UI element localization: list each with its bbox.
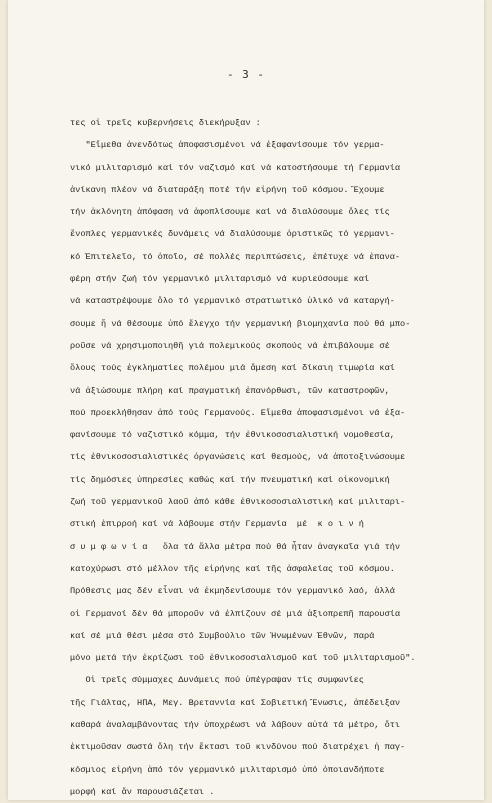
text-line: σ υ μ φ ω ν ί α ὅλα τά ἄλλα μέτρα πού θά ἦταν ἀναγκαῖα γιά τήν	[70, 541, 401, 552]
text-line: οἱ Γερμανοί δέν θά μποροῦν νά ἐλπίζουν σέ μιά ἀξιοπρεπῆ παρουσία	[70, 608, 401, 619]
text-line: νικό μιλιταρισμό καί τόν ναζισμό καί νά κατοστήσουμε τή Γερμανία	[70, 162, 401, 173]
text-line: τήν ἀκλόνητη ἀπόφαση νά ἀφοπλίσουμε καί νά διαλύσουμε ὅλες τίς	[70, 207, 390, 218]
text-line: Οἱ τρεῖς σύμμαχες Δυνάμεις πού ὑπέγραψαν τίς συμφωνίες	[70, 675, 364, 686]
text-line: τες οἱ τρεῖς κυβερνήσεις διεκήρυξαν :	[70, 118, 261, 128]
text-line: μόνο μετά τήν ἐκρίζωσι τοῦ ἐθνικοσοσιαλισμοῦ καί τοῦ μιλιταρισμοῦ".	[70, 653, 416, 664]
text-line: "Εἴμεθα ἀνενδότως ἀποφασισμένοι νά ἐξαφανίσουμε τόν γερμα-	[70, 140, 385, 151]
text-line: κόσμιος εἰρήνη ἀπό τόν γερμανικό μιλιταρισμό ὑπό ὁποιανδήποτε	[70, 764, 385, 775]
text-line: φέρη στήν ζωή τόν γερμανικό μιλιταρισμό νά κυριεύσουμε καί	[70, 274, 370, 285]
text-line: τῆς Γιάλτας, ΗΠΑ, Μεγ. Βρεταννία καί Σοβιετική Ἕνωσις, ἀπέδειξαν	[70, 697, 401, 708]
text-line: ἔνοπλες γερμανικές δυνάμεις νά διαλύσουμε ὁριστικῶς τό γερμανι-	[70, 229, 395, 240]
text-line: νά ἀξιώσουμε πλήρη καί πραγματική ἐπανόρθωσι, τῶν καταστροφῶν,	[70, 385, 390, 396]
text-line: φανίσουμε τό ναζιστικό κόμμα, τήν ἐθνικοσοσιαλιστική νομοθεσία,	[70, 430, 395, 441]
document-page	[8, 0, 484, 800]
text-line: ἀνίκανη πλέον νά διαταράξη ποτέ τήν εἰρήνη τοῦ κόσμου. Ἔχουμε	[70, 184, 385, 195]
text-line: ροῦσε νά χρησιμοποιηθῆ γιά πολεμικούς σκοπούς νά ἐπιβάλουμε σέ	[70, 340, 390, 351]
text-line: νά καταστρέψουμε ὅλο τό γερμανικό στρατιωτικό ὑλικό νά καταργή-	[70, 296, 395, 307]
text-line: πού προεκλήθησαν ἀπό τούς Γερμανούς. Εἴμεθα ἀποφασισμένοι νά ἐξα-	[70, 407, 406, 418]
text-line: σουμε ἤ νά θέσουμε ὑπό ἔλεγχο τήν γερμανική βιομηχανία πού θά μπο-	[70, 318, 411, 329]
text-line: μορφή καί ἄν παρουσιάζεται .	[70, 786, 215, 797]
text-line: κό Ἐπιτελεῖο, τό ὁποῖο, σέ πολλές περιπτώσεις, ἐπέτυχε νά ἐπανα-	[70, 251, 401, 262]
text-line: τίς ἐθνικοσοσιαλιστικές ὀργανώσεις καί θεσμούς, νά ἀποτοξινώσουμε	[70, 452, 406, 463]
text-line: καί σέ μιά θέσι μέσα στό Συμβούλιο τῶν Ἡνωμένων Ἐθνῶν, παρά	[70, 630, 375, 641]
text-line: ἐκτιμοῦσαν σωστά ὅλη τήν ἔκτασι τοῦ κινδύνου πού διατρέχει ἡ παγ-	[70, 742, 406, 753]
body-text	[70, 112, 474, 803]
text-line: Πρόθεσις μας δέν εἶναι νά ἐκμηδενίσουμε τόν γερμανικό λαό, ἀλλά	[70, 586, 395, 597]
text-line: κατοχύρωσι στό μέλλον τῆς εἰρήνης καί τῆς ἀσφαλείας τοῦ κόσμου.	[70, 563, 395, 574]
page-number: - 3 -	[226, 68, 266, 81]
text-line: καθαρά ἀναλαμβάνοντας τήν ὑποχρέωσι νά λάβουν αὐτά τά μέτρο, ὅτι	[70, 720, 401, 731]
text-line: ζωή τοῦ γερμανικοῦ λαοῦ ἀπό κάθε ἐθνικοσοσιαλιστική καί μιλιταρι-	[70, 497, 406, 508]
text-line: τίς δημόσιες ὑπηρεσίες καθώς καί τήν πνευματική καί οἰκονομική	[70, 474, 390, 485]
text-line: στική ἐπιρροή καί νά λάβουμε στήν Γερμανία μέ κ ο ι ν ή	[70, 519, 364, 530]
text-line: ὅλους τούς ἐγκληματίες πολέμου μιά ἄμεση καί δίκαιη τιμωρία καί	[70, 363, 395, 374]
